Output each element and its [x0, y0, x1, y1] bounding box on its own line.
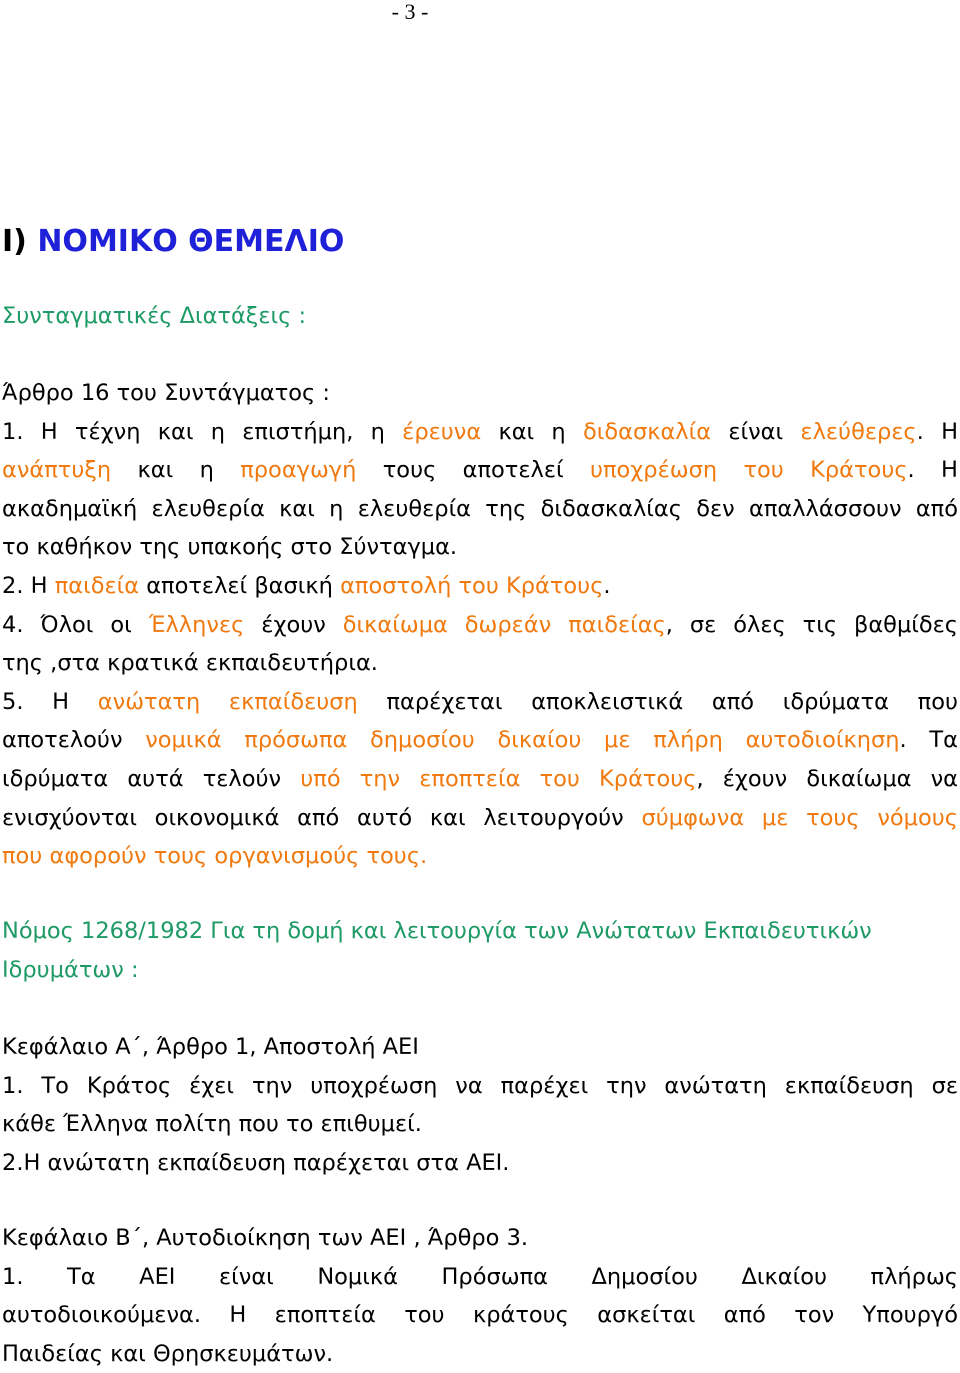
text-run: 2. Η: [2, 572, 55, 599]
section-heading: [2, 222, 344, 262]
chapter-b-title: Κεφάλαιο Β΄, Αυτοδιοίκηση των ΑΕΙ , Άρθρο 3.: [2, 1225, 529, 1251]
law-title-line2: Ιδρυμάτων :: [2, 956, 139, 983]
chapter-b-block: [2, 1219, 958, 1373]
page-number: - 3 -: [391, 0, 429, 24]
chapter-a-title: Κεφάλαιο Α΄, Άρθρο 1, Αποστολή ΑΕΙ: [2, 1034, 419, 1060]
text-run: 5. Η: [2, 688, 98, 715]
article-16-p5-line5: που αφορούν τους οργανισμούς τους.: [2, 843, 428, 870]
text-run: και η: [481, 418, 583, 445]
highlight-state-obligation: υποχρέωση του Κράτους: [589, 457, 908, 484]
highlight-higher-education: ανώτατη εκπαίδευση: [97, 688, 358, 715]
article-16-p1-line4: το καθήκον της υπακοής στο Σύνταγμα.: [2, 534, 458, 561]
constitutional-provisions-label: [2, 297, 958, 336]
highlight-promotion: προαγωγή: [240, 457, 357, 484]
text-run: .: [603, 572, 611, 599]
highlight-research: έρευνα: [402, 418, 482, 445]
highlight-free-education-right: δικαίωμα δωρεάν παιδείας: [342, 611, 666, 638]
article-16-p4-line1: [2, 606, 958, 645]
law-1268-title: [2, 912, 958, 989]
highlight-teaching: διδασκαλία: [582, 418, 712, 445]
text-run: είναι: [711, 418, 801, 445]
text-run: παρέχεται αποκλειστικά από ιδρύματα που: [357, 688, 958, 715]
text-run: . Τα: [899, 727, 958, 754]
article-16-p1-line2: [2, 451, 958, 490]
article-16-p2: [2, 567, 958, 606]
article-16-p4-line2: της ,στα κρατικά εκπαιδευτήρια.: [2, 650, 378, 677]
chapter-b-line2: αυτοδιοικούμενα. Η εποπτεία του κράτους ασκείται από τον Υπουργό: [2, 1302, 958, 1329]
article-16-block: [2, 374, 958, 876]
highlight-state-supervision: υπό την εποπτεία του Κράτους: [300, 765, 697, 792]
text-run: 4. Όλοι οι: [2, 611, 149, 638]
highlight-free: ελεύθερες: [800, 418, 917, 445]
section-roman-numeral: I): [2, 224, 27, 259]
article-16-p1-line3: ακαδημαϊκή ελευθερία και η ελευθερία της διδασκαλίας δεν απαλλάσσουν από: [2, 495, 958, 522]
text-run: αποτελεί βασική: [139, 572, 341, 599]
highlight-state-mission: αποστολή του Κράτους: [340, 572, 604, 599]
text-run: , έχουν δικαίωμα να: [696, 765, 959, 792]
chapter-b-line1: 1. Τα ΑΕΙ είναι Νομικά Πρόσωπα Δημοσίου Δικαίου πλήρως: [2, 1263, 958, 1290]
highlight-education: παιδεία: [54, 572, 140, 599]
text-run: . Η: [916, 418, 958, 445]
text-run: . Η: [907, 457, 958, 484]
chapter-b-line3: Παιδείας και Θρησκευμάτων.: [2, 1340, 334, 1367]
text-run: 1. Η τέχνη και η επιστήμη, η: [2, 418, 403, 445]
article-16-title: Άρθρο 16 του Συντάγματος :: [2, 380, 330, 406]
text-run: έχουν: [244, 611, 343, 638]
chapter-a-p1-line1: 1. Το Κράτος έχει την υποχρέωση να παρέχει την ανώτατη εκπαίδευση σε: [2, 1072, 958, 1099]
highlight-according-to-laws: σύμφωνα με τους νόμους: [641, 804, 958, 831]
text-run: ιδρύματα αυτά τελούν: [2, 765, 301, 792]
article-16-p5-line2: [2, 721, 958, 760]
highlight-development: ανάπτυξη: [2, 457, 112, 484]
text-run: και η: [111, 457, 241, 484]
law-title-line1: Νόμος 1268/1982 Για τη δομή και λειτουργία των Ανώτατων Εκπαιδευτικών: [2, 918, 872, 944]
constitutional-label-text: Συνταγματικές Διατάξεις :: [2, 303, 307, 329]
highlight-legal-entities: νομικά πρόσωπα δημοσίου δικαίου με πλήρη αυτοδιοίκηση: [145, 727, 900, 754]
highlight-greeks: Έλληνες: [148, 611, 245, 638]
text-run: αποτελούν: [2, 727, 146, 754]
text-run: ενισχύονται οικονομικά από αυτό και λειτουργούν: [2, 804, 642, 831]
article-16-p1-line1: [2, 413, 958, 452]
text-run: , σε όλες τις βαθμίδες: [665, 611, 959, 638]
chapter-a-p1-line2: κάθε Έλληνα πολίτη που το επιθυμεί.: [2, 1111, 422, 1138]
section-title: ΝΟΜΙΚΟ ΘΕΜΕΛΙΟ: [37, 224, 345, 259]
chapter-a-p2: 2.Η ανώτατη εκπαίδευση παρέχεται στα ΑΕΙ.: [2, 1149, 510, 1176]
article-16-p5-line3: [2, 760, 958, 799]
text-run: τους αποτελεί: [356, 457, 590, 484]
article-16-p5-line1: [2, 683, 958, 722]
chapter-a-block: [2, 1028, 958, 1182]
article-16-p5-line4: [2, 799, 958, 838]
